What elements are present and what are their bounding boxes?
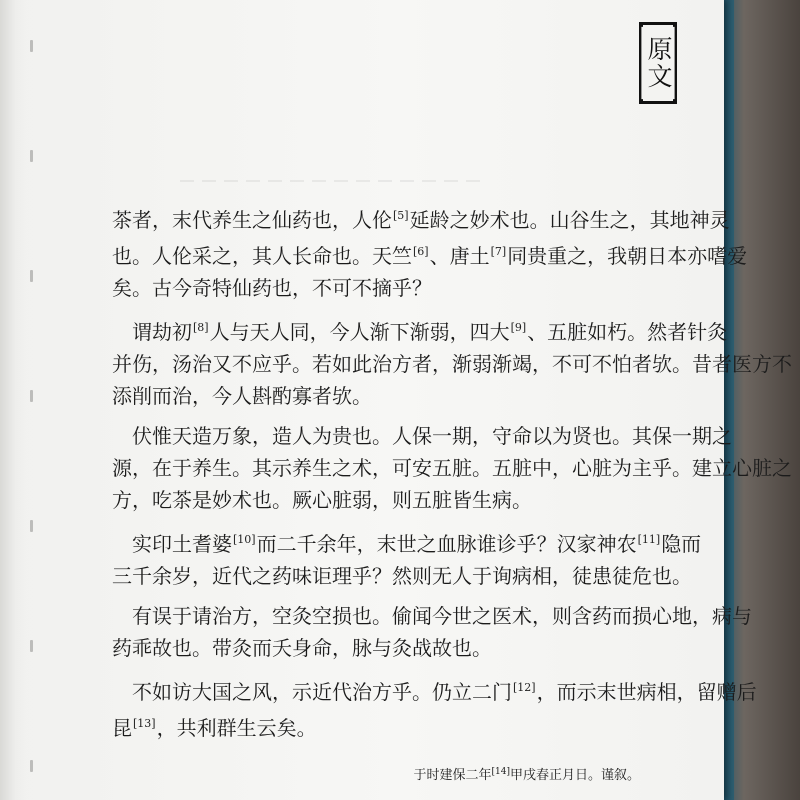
text-run: 延龄之妙术也。山谷生之，其地神灵 bbox=[409, 208, 730, 232]
colophon-text: 甲戌春正月日。谨叙。 bbox=[509, 768, 640, 783]
text-line bbox=[112, 632, 672, 664]
show-through-text bbox=[180, 180, 480, 182]
text-run: 不如访大国之风，示近代治方乎。仍立二门 bbox=[112, 680, 512, 704]
text-run: 源，在于养生。其示养生之术，可安五脏。五脏中，心脏为主乎。建立心脏之 bbox=[112, 456, 792, 480]
footnote-marker: [9] bbox=[510, 321, 527, 334]
text-run: 也。人伦采之，其人长命也。天竺 bbox=[112, 244, 412, 268]
paragraph bbox=[112, 672, 757, 744]
paragraph bbox=[112, 524, 702, 592]
text-line bbox=[112, 420, 732, 452]
text-run: 矣。古今奇特仙药也，不可不摘乎？ bbox=[112, 276, 432, 300]
text-run: 实印土耆婆 bbox=[112, 532, 232, 556]
text-line bbox=[112, 236, 748, 272]
footnote-marker: [10] bbox=[233, 533, 256, 546]
stitch-marks bbox=[30, 0, 34, 800]
paragraph bbox=[112, 200, 748, 304]
text-line bbox=[112, 200, 730, 236]
colophon-date: 于时建保二年 bbox=[413, 768, 492, 783]
text-run: 药乖故也。带灸而夭身命，脉与灸战故也。 bbox=[112, 636, 492, 660]
text-run: 谓劫初 bbox=[112, 320, 192, 344]
text-run: 而二千余年，末世之血脉谁诊乎？汉家神农 bbox=[256, 532, 637, 556]
text-run: 伏惟天造万象，造人为贵也。人保一期，守命以为贤也。其保一期之 bbox=[112, 424, 732, 448]
text-line bbox=[112, 524, 702, 560]
text-run: 并伤，汤治又不应乎。若如此治方者，渐弱渐竭，不可不怕者欤。昔者医方不 bbox=[112, 352, 792, 376]
text-line bbox=[112, 672, 757, 708]
text-line bbox=[112, 452, 792, 484]
text-line bbox=[112, 560, 692, 592]
footnote-marker: [12] bbox=[513, 681, 536, 694]
text-line bbox=[112, 312, 728, 348]
text-run: 方，吃茶是妙术也。厥心脏弱，则五脏皆生病。 bbox=[112, 488, 532, 512]
text-run: 人与天人同，今人渐下渐弱，四大 bbox=[209, 320, 510, 344]
colophon bbox=[413, 764, 640, 783]
footnote-marker: [7] bbox=[490, 245, 507, 258]
text-run: 昆 bbox=[112, 716, 132, 740]
footnote-marker: [13] bbox=[133, 717, 156, 730]
text-run: 茶者，末代养生之仙药也，人伦 bbox=[112, 208, 392, 232]
text-run: 、五脏如朽。然者针灸 bbox=[527, 320, 728, 344]
footnote-marker: [5] bbox=[393, 209, 409, 222]
paragraph bbox=[112, 600, 752, 664]
footnote-marker: [8] bbox=[193, 321, 209, 334]
page-binding-shadow bbox=[0, 0, 26, 800]
footnote-marker: [6] bbox=[413, 245, 429, 258]
text-line bbox=[112, 272, 672, 304]
text-run: 有误于请治方，空灸空损也。偷闻今世之医术，则含药而损心地，病与 bbox=[112, 604, 752, 628]
text-run: ，而示末世病相，留赠后 bbox=[536, 680, 757, 704]
text-line bbox=[112, 600, 752, 632]
paragraph bbox=[112, 312, 792, 412]
text-run: 隐而 bbox=[661, 532, 702, 556]
main-text bbox=[112, 200, 792, 752]
text-line bbox=[112, 708, 672, 744]
text-run: 添削而治，今人斟酌寡者欤。 bbox=[112, 384, 372, 408]
section-tag bbox=[641, 22, 675, 104]
paragraph bbox=[112, 420, 792, 516]
text-line bbox=[112, 484, 672, 516]
section-tag-label: 原文 bbox=[644, 36, 673, 90]
text-run: 三千余岁，近代之药味讵理乎？然则无人于询病相，徒患徒危也。 bbox=[112, 564, 692, 588]
text-run: 、唐土 bbox=[429, 244, 490, 268]
text-run: ，共利群生云矣。 bbox=[156, 716, 317, 740]
footnote-marker: [11] bbox=[637, 533, 661, 546]
text-run: 同贵重之，我朝日本亦嗜爱 bbox=[507, 244, 748, 268]
text-line bbox=[112, 348, 792, 380]
footnote-marker: [14] bbox=[491, 767, 510, 777]
text-line bbox=[112, 380, 672, 412]
